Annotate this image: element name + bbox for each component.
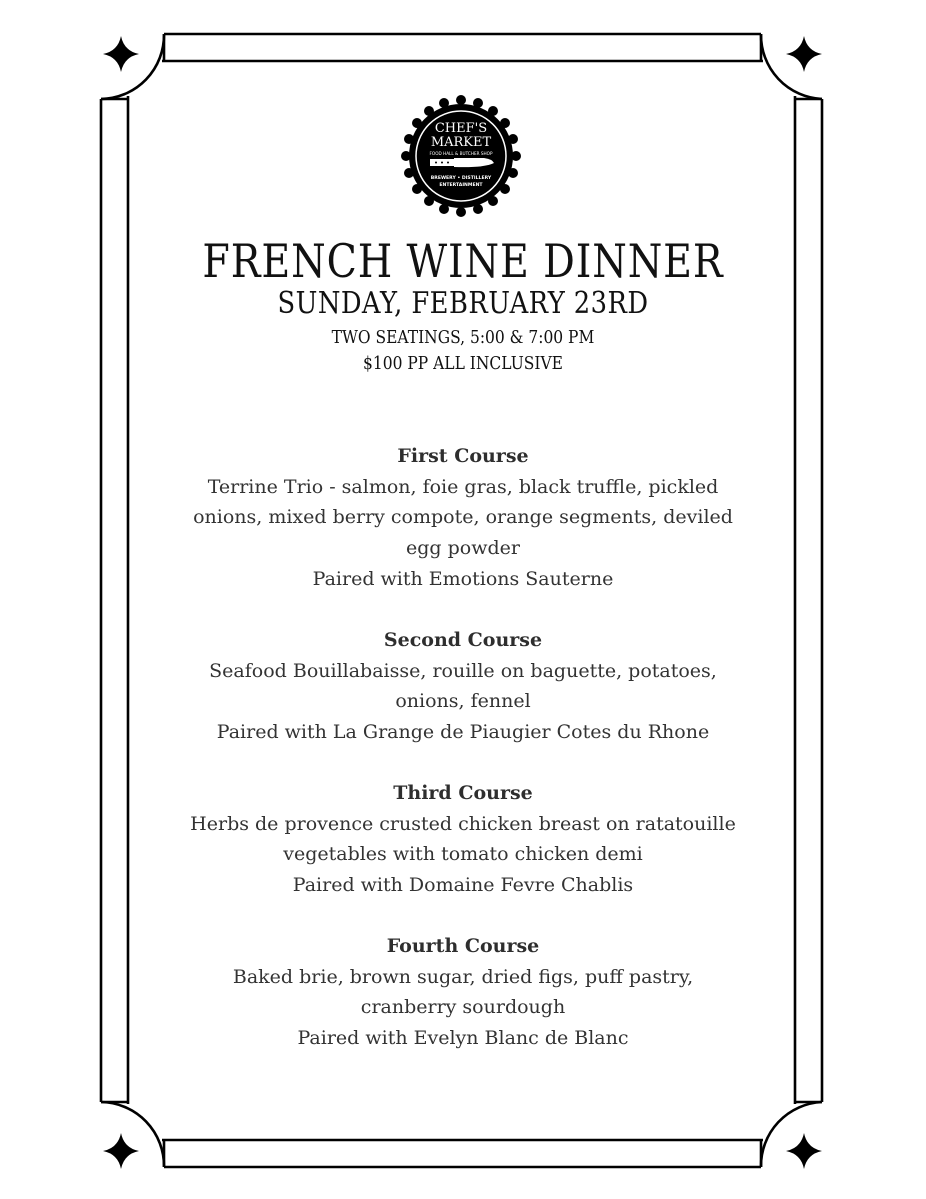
sparkle-icon	[786, 1133, 822, 1169]
wine-pairing: Paired with La Grange de Piaugier Cotes du Rhone	[216, 721, 710, 744]
course-description: onions, fennel	[395, 690, 531, 713]
course-description: vegetables with tomato chicken demi	[283, 843, 643, 866]
wine-pairing: Paired with Emotions Sauterne	[312, 567, 614, 590]
wine-pairing: Paired with Domaine Fevre Chablis	[292, 874, 634, 897]
course-first	[0, 441, 926, 595]
course-description: Terrine Trio - salmon, foie gras, black truffle, pickled	[207, 475, 719, 498]
course-description: egg powder	[406, 537, 520, 560]
svg-text:MARKET: MARKET	[430, 135, 492, 150]
course-second	[0, 625, 926, 748]
chefs-market-logo	[400, 95, 522, 217]
course-third	[0, 778, 926, 901]
course-description: cranberry sourdough	[360, 996, 566, 1019]
svg-text:CHEF'S: CHEF'S	[434, 121, 488, 136]
course-title: Second Course	[383, 629, 543, 651]
course-description: Seafood Bouillabaisse, rouille on baguette, potatoes,	[209, 659, 717, 682]
sparkle-icon	[786, 36, 822, 72]
course-title: Third Course	[393, 782, 533, 804]
svg-text:BREWERY • DISTILLERY: BREWERY • DISTILLERY	[430, 176, 492, 181]
course-description: onions, mixed berry compote, orange segments, deviled	[193, 506, 733, 529]
course-fourth	[0, 931, 926, 1054]
course-title: Fourth Course	[386, 935, 540, 957]
course-description: Herbs de provence crusted chicken breast on ratatouille	[190, 812, 736, 835]
event-title: FRENCH WINE DINNER	[202, 234, 724, 288]
course-title: First Course	[397, 445, 529, 467]
price-info: $100 PP ALL INCLUSIVE	[363, 353, 563, 374]
svg-text:FOOD HALL & BUTCHER SHOP: FOOD HALL & BUTCHER SHOP	[429, 151, 493, 156]
course-description: Baked brie, brown sugar, dried figs, puff pastry,	[232, 965, 694, 988]
wine-pairing: Paired with Evelyn Blanc de Blanc	[297, 1027, 629, 1050]
svg-text:ENTERTAINMENT: ENTERTAINMENT	[439, 183, 483, 188]
sparkle-icon	[103, 36, 139, 72]
seating-times: TWO SEATINGS, 5:00 & 7:00 PM	[331, 327, 595, 348]
event-date: SUNDAY, FEBRUARY 23RD	[277, 286, 649, 321]
sparkle-icon	[103, 1133, 139, 1169]
